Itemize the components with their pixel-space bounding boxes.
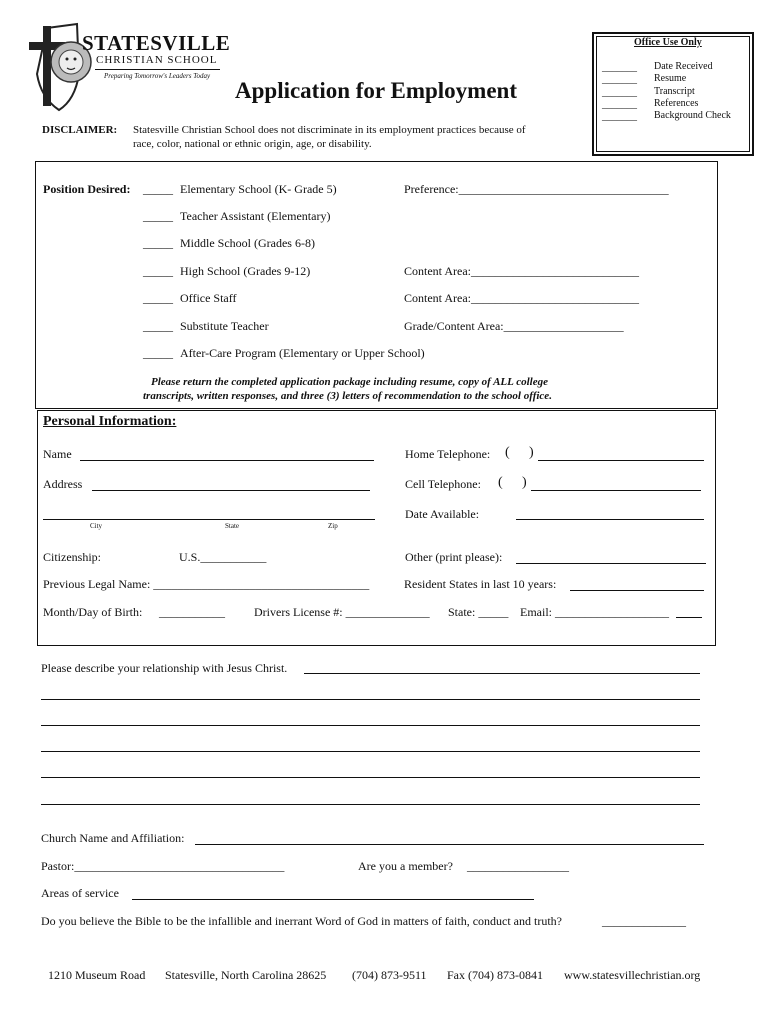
office-blank: _______ (602, 99, 637, 110)
office-blank: _______ (602, 111, 637, 122)
office-blank: _______ (602, 74, 637, 85)
content-area-field[interactable]: Content Area:____________________________ (404, 264, 639, 278)
office-blank: _______ (602, 62, 637, 73)
footer-address: 1210 Museum Road (48, 968, 146, 982)
member-label: Are you a member? (358, 859, 453, 873)
resident-states-field[interactable] (570, 590, 704, 591)
relationship-answer-line[interactable] (304, 673, 700, 674)
email-field-tail[interactable] (676, 617, 702, 618)
footer-website[interactable]: www.statesvillechristian.org (564, 968, 701, 982)
areas-of-service-field[interactable] (132, 899, 534, 900)
close-paren: ) (522, 475, 527, 490)
footer-city: Statesville, North Carolina 28625 (165, 968, 327, 982)
option-office-staff: Office Staff (180, 291, 237, 305)
address-field[interactable] (92, 490, 370, 491)
return-note-line1: Please return the completed application package including resume, copy of ALL college (151, 376, 548, 388)
relationship-answer-line[interactable] (41, 777, 700, 778)
church-label: Church Name and Affiliation: (41, 831, 185, 845)
us-citizen-field[interactable]: U.S.___________ (179, 550, 267, 564)
member-field[interactable]: _________________ (467, 859, 569, 873)
birth-date-label: Month/Day of Birth: (43, 605, 143, 619)
position-blank[interactable]: _____ (143, 291, 173, 305)
citizenship-label: Citizenship: (43, 550, 101, 564)
disclaimer-text-line1: Statesville Christian School does not discriminate in its employment practices because of (133, 124, 526, 136)
position-desired-section (35, 161, 718, 409)
grade-content-area-field[interactable]: Grade/Content Area:____________________ (404, 319, 624, 333)
option-after-care: After-Care Program (Elementary or Upper School) (180, 346, 425, 360)
office-use-title: Office Use Only (634, 37, 702, 48)
city-caption: City (90, 522, 103, 530)
other-citizenship-label: Other (print please): (405, 550, 503, 564)
office-blank: _______ (602, 87, 637, 98)
cell-telephone-label: Cell Telephone: (405, 477, 481, 491)
home-telephone-label: Home Telephone: (405, 447, 491, 461)
personal-info-title: Personal Information: (43, 414, 177, 429)
return-note-line2: transcripts, written responses, and three (3) letters of recommendation to the school office. (143, 390, 552, 402)
email-field[interactable]: Email: ___________________ (520, 605, 669, 619)
option-high-school: High School (Grades 9-12) (180, 264, 311, 278)
date-available-label: Date Available: (405, 507, 480, 521)
option-elementary: Elementary School (K- Grade 5) (180, 182, 337, 196)
office-item: Resume (654, 73, 687, 84)
state-caption: State (225, 522, 239, 530)
page-title: Application for Employment (235, 78, 517, 103)
footer-phone: (704) 873-9511 (352, 968, 427, 982)
zip-caption: Zip (328, 522, 338, 530)
close-paren: ) (529, 445, 534, 460)
option-middle-school: Middle School (Grades 6-8) (180, 236, 315, 250)
position-blank[interactable]: _____ (143, 182, 173, 196)
preference-field[interactable]: Preference:___________________________________ (404, 182, 669, 196)
office-item: Transcript (654, 86, 695, 97)
name-label: Name (43, 447, 72, 461)
school-subtitle: CHRISTIAN SCHOOL (96, 54, 218, 66)
logo-divider (95, 69, 220, 70)
pastor-field[interactable]: Pastor:___________________________________ (41, 859, 285, 873)
date-available-field[interactable] (516, 519, 704, 520)
school-name: STATESVILLE (82, 31, 231, 55)
relationship-question: Please describe your relationship with Jesus Christ. (41, 661, 288, 675)
content-area-field[interactable]: Content Area:____________________________ (404, 291, 639, 305)
position-blank[interactable]: _____ (143, 209, 173, 223)
relationship-answer-line[interactable] (41, 804, 700, 805)
position-blank[interactable]: _____ (143, 319, 173, 333)
bible-answer-field[interactable]: ______________ (602, 914, 686, 928)
license-state-field[interactable]: State: _____ (448, 605, 509, 619)
option-substitute: Substitute Teacher (180, 319, 269, 333)
relationship-answer-line[interactable] (41, 751, 700, 752)
office-item: References (654, 98, 699, 109)
office-item: Date Received (654, 61, 713, 72)
relationship-answer-line[interactable] (41, 699, 700, 700)
city-state-zip-field[interactable] (43, 519, 375, 520)
name-field[interactable] (80, 460, 374, 461)
position-blank[interactable]: _____ (143, 236, 173, 250)
position-desired-label: Position Desired: (43, 182, 131, 196)
resident-states-label: Resident States in last 10 years: (404, 577, 557, 591)
home-telephone-field[interactable] (538, 460, 704, 461)
other-citizenship-field[interactable] (516, 563, 706, 564)
open-paren: ( (498, 475, 503, 490)
relationship-answer-line[interactable] (41, 725, 700, 726)
school-tagline: Preparing Tomorrow's Leaders Today (104, 72, 211, 80)
church-field[interactable] (195, 844, 704, 845)
cell-telephone-field[interactable] (531, 490, 701, 491)
office-item: Background Check (654, 110, 731, 121)
drivers-license-field[interactable]: Drivers License #: ______________ (254, 605, 430, 619)
bible-question: Do you believe the Bible to be the infallible and inerrant Word of God in matters of faith, conduct and truth? (41, 914, 562, 928)
previous-legal-name-field[interactable]: Previous Legal Name: ____________________________________ (43, 577, 370, 591)
footer-fax: Fax (704) 873-0841 (447, 968, 543, 982)
position-blank[interactable]: _____ (143, 264, 173, 278)
option-teacher-assistant: Teacher Assistant (Elementary) (180, 209, 331, 223)
areas-of-service-label: Areas of service (41, 886, 119, 900)
disclaimer-text-line2: race, color, national or ethnic origin, age, or disability. (133, 138, 372, 150)
birth-date-field[interactable]: ___________ (159, 605, 225, 619)
disclaimer-label: DISCLAIMER: (42, 124, 118, 136)
open-paren: ( (505, 445, 510, 460)
address-label: Address (43, 477, 83, 491)
position-blank[interactable]: _____ (143, 346, 173, 360)
